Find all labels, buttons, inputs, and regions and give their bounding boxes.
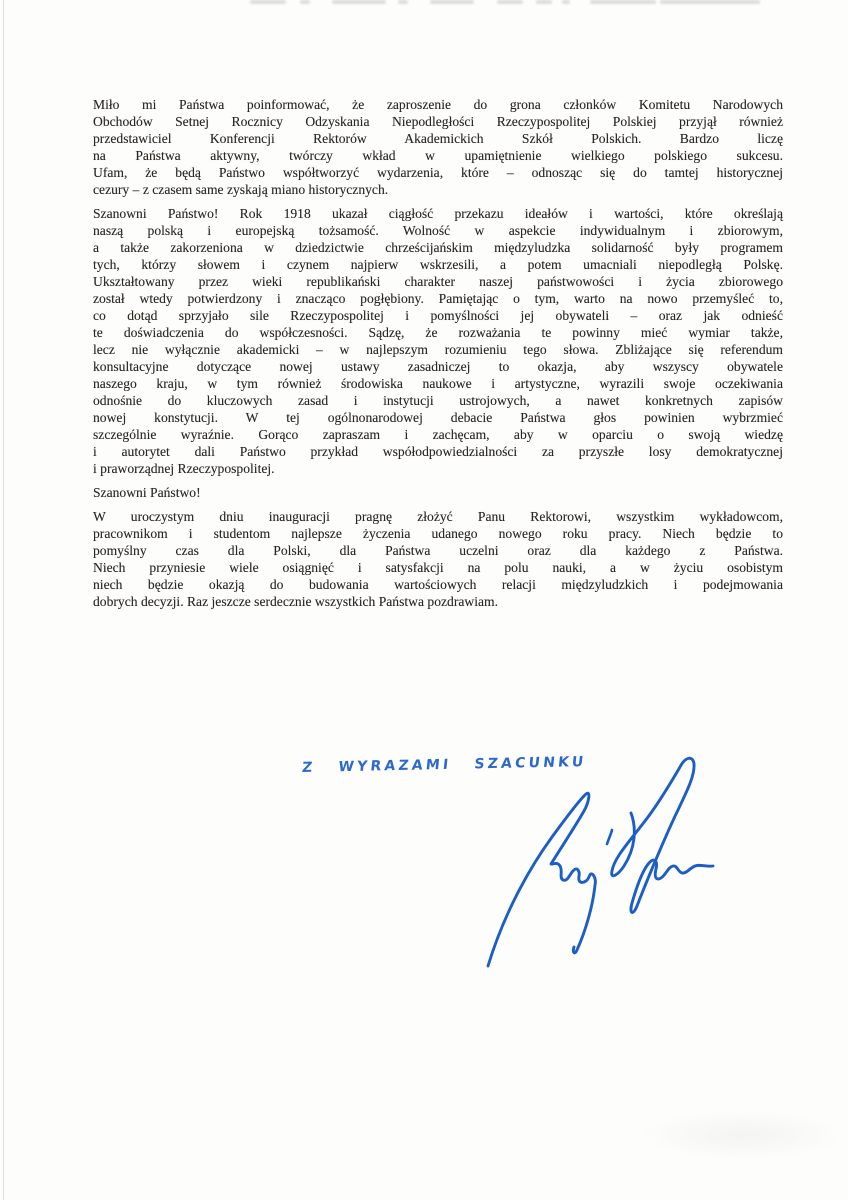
- letter-line: Miło mi Państwa poinformować, że zaproszenie do grona członków Komitetu Narodowych: [93, 97, 783, 112]
- scan-artifact-left-edge: [3, 0, 4, 1200]
- handwritten-closing: Z WYRAZAMI SZACUNKU: [301, 754, 588, 776]
- letter-line: te doświadczenia do współczesności. Sądzę, że rozważania te powinny mieć wymiar także,: [93, 325, 783, 340]
- letter-line: Ufam, że będą Państwo współtworzyć wydarzenia, które – odnosząc się do tamtej historycznej: [93, 165, 783, 180]
- letter-line: przedstawiciel Konferencji Rektorów Akademickich Szkół Polskich. Bardzo liczę: [93, 131, 783, 146]
- scan-artifact-bottom-right: [640, 1110, 845, 1160]
- letter-line: na Państwa aktywny, twórczy wkład w upamiętnienie wielkiego polskiego sukcesu.: [93, 148, 783, 163]
- paragraph: [93, 484, 783, 501]
- letter-line: tych, którzy słowem i czynem najpierw wskrzesili, a potem umacniali niepodległą Polskę.: [93, 257, 783, 272]
- letter-body: [93, 96, 783, 617]
- letter-line: pomyślny czas dla Polski, dla Państwa uczelni oraz dla każdego z Państwa.: [93, 543, 783, 558]
- letter-line: Niech przyniesie wiele osiągnięć i satysfakcji na polu nauki, a w życiu osobistym: [93, 560, 783, 575]
- paragraph: [93, 508, 783, 610]
- letter-line: W uroczystym dniu inauguracji pragnę złożyć Panu Rektorowi, wszystkim wykładowcom,: [93, 509, 783, 524]
- letter-line: Ukształtowany przez wieki republikański charakter naszej państwowości i życia zbiorowego: [93, 274, 783, 289]
- letter-line: lecz nie wyłącznie akademicki – w najlepszym rozumieniu tego słowa. Zbliżające się referendum: [93, 342, 783, 357]
- letter-line: został wtedy potwierdzony i znacząco pogłębiony. Pamiętając o tym, warto na nowo przemyśleć to,: [93, 291, 783, 306]
- letter-line: a także zakorzeniona w dziedzictwie chrześcijańskim międzyludzka solidarność były programem: [93, 240, 783, 255]
- letter-line: nowej konstytucji. W tej ogólnonarodowej debacie Państwa głos powinien wybrzmieć: [93, 410, 783, 425]
- letter-line: niech będzie okazją do budowania wartościowych relacji międzyludzkich i podejmowania: [93, 577, 783, 592]
- letter-line: Szanowni Państwo! Rok 1918 ukazał ciągłość przekazu ideałów i wartości, które określają: [93, 206, 783, 221]
- letter-line: dobrych decyzji. Raz jeszcze serdecznie wszystkich Państwa pozdrawiam.: [93, 594, 499, 609]
- letter-line: konsultacyjne dotyczące nowej ustawy zasadniczej to okazja, aby wszyscy obywatele: [93, 359, 783, 374]
- letter-line: pracownikom i studentom najlepsze życzenia udanego nowego roku pracy. Niech będzie to: [93, 526, 783, 541]
- letter-line: naszego kraju, w tym również środowiska naukowe i artystyczne, wyrazili swoje oczekiwania: [93, 376, 783, 391]
- letter-line: co dotąd sprzyjało sile Rzeczypospolitej i pomyślności jej obywateli – oraz jak odnieść: [93, 308, 783, 323]
- paragraph: [93, 96, 783, 198]
- letter-line: Obchodów Setnej Rocznicy Odzyskania Niepodległości Rzeczypospolitej Polskiej przyjął również: [93, 114, 783, 129]
- letter-line: cezury – z czasem same zyskają miano historycznych.: [93, 182, 389, 197]
- letter-line: odnośnie do kluczowych zasad i instytucji ustrojowych, a nawet konkretnych zapisów: [93, 393, 783, 408]
- letter-line: i autorytet dali Państwo przykład współodpowiedzialności za przyszłe losy demokratycznej: [93, 444, 783, 459]
- signature-block: [280, 745, 750, 980]
- letter-line: szczególnie wyraźnie. Gorąco zapraszam i zachęcam, aby w oparciu o swoją wiedzę: [93, 427, 783, 442]
- letter-line: i praworządnej Rzeczypospolitej.: [93, 461, 275, 476]
- paragraph: [93, 205, 783, 477]
- scan-artifact-top-edge: [0, 0, 848, 8]
- signature-scrawl: [280, 745, 750, 980]
- letter-line: Szanowni Państwo!: [93, 485, 201, 500]
- letter-line: naszą polską i europejską tożsamość. Wolność w aspekcie indywidualnym i zbiorowym,: [93, 223, 783, 238]
